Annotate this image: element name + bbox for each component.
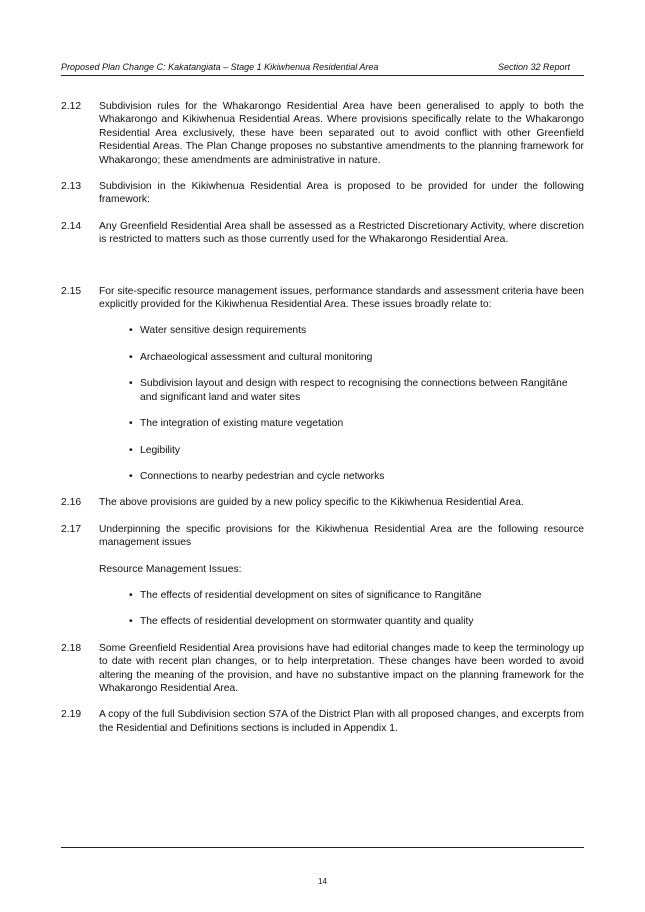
paragraph-text: Subdivision rules for the Whakarongo Residential Area have been generalised to apply to both the Whakarongo and Kikiwhenua Residential Areas. Where provisions specifically relate to the Whakarongo Residential Area exclusively, these have been separated out to avoid conflict with other Greenfield Residential Areas. The Plan Change proposes no substantive amendments to the planning framework for Whakarongo; these amendments are administrative in nature. [99, 101, 584, 166]
paragraph-2-18 [61, 642, 584, 696]
bullet-icon: • [129, 444, 133, 456]
report-section: Section 32 Report [497, 62, 570, 72]
paragraph-number: 2.12 [61, 101, 82, 112]
bullet-icon: • [129, 378, 133, 390]
list-item: • The integration of existing mature vegetation [129, 418, 344, 430]
document-title: Proposed Plan Change C: Kakatangiata – Stage 1 Kikiwhenua Residential Area [61, 62, 379, 72]
document-body [61, 100, 584, 735]
bullet-icon: • [129, 418, 133, 430]
page-number: 14 [318, 877, 327, 886]
issues-bullet-list [61, 324, 584, 483]
paragraph-number: 2.18 [61, 642, 82, 654]
paragraph-text: A copy of the full Subdivision section S7A of the District Plan with all proposed changes, and excerpts from the Residential and Definitions sections is included in Appendix 1. [99, 709, 584, 734]
paragraph-2-12 [61, 100, 584, 167]
list-item: • Legibility [129, 444, 181, 456]
list-item: • The effects of residential development on sites of significance to Rangitāne [129, 589, 482, 601]
paragraph-text: Subdivision in the Kikiwhenua Residential Area is proposed to be provided for under the following framework: [99, 181, 584, 206]
resource-management-issues-label: Resource Management Issues: [99, 563, 242, 575]
paragraph-text: For site-specific resource management issues, performance standards and assessment criteria have been explicitly provided for the Kikiwhenua Residential Area. These issues broadly relate to: [99, 285, 584, 311]
paragraph-text: Some Greenfield Residential Area provisions have had editorial changes made to keep the terminology up to date with recent plan changes, or to help interpretation. These changes have been worded to avoid altering the meaning of the provision, and have no substantive impact on the planning framework for the Whakarongo Residential Area. [99, 642, 584, 694]
bullet-icon: • [129, 470, 133, 482]
paragraph-2-15 [61, 285, 584, 312]
paragraph-number: 2.13 [61, 181, 82, 193]
bullet-icon: • [129, 325, 133, 337]
resource-issues-bullet-list [61, 589, 584, 629]
paragraph-text: Any Greenfield Residential Area shall be assessed as a Restricted Discretionary Activity, where discretion is restricted to matters such as those currently used for the Whakarongo Residential Area. [99, 220, 584, 246]
paragraph-text: The above provisions are guided by a new policy specific to the Kikiwhenua Residential Area. [99, 497, 524, 509]
paragraph-number: 2.14 [61, 220, 82, 232]
paragraph-2-19 [61, 708, 584, 735]
list-item: • Water sensitive design requirements [129, 325, 307, 337]
paragraph-2-14 [61, 220, 584, 247]
paragraph-number: 2.15 [61, 285, 82, 297]
paragraph-2-13 [61, 180, 584, 207]
list-item: • Connections to nearby pedestrian and cycle networks [129, 470, 385, 482]
paragraph-number: 2.19 [61, 709, 82, 721]
list-item: • Subdivision layout and design with respect to recognising the connections between Rangitāne and significant land and water sites [129, 378, 568, 403]
bullet-icon: • [129, 589, 133, 601]
paragraph-number: 2.17 [61, 523, 82, 535]
paragraph-number: 2.16 [61, 497, 82, 509]
footer-divider [61, 847, 584, 848]
list-item: • Archaeological assessment and cultural monitoring [129, 351, 373, 363]
bullet-icon: • [129, 616, 133, 628]
list-item: • The effects of residential development on stormwater quantity and quality [129, 616, 474, 628]
paragraph-text: Underpinning the specific provisions for the Kikiwhenua Residential Area are the following resource management issues [99, 523, 584, 549]
paragraph-2-17 [61, 523, 584, 550]
page-header [61, 60, 584, 76]
paragraph-2-16 [61, 496, 584, 509]
bullet-icon: • [129, 351, 133, 363]
